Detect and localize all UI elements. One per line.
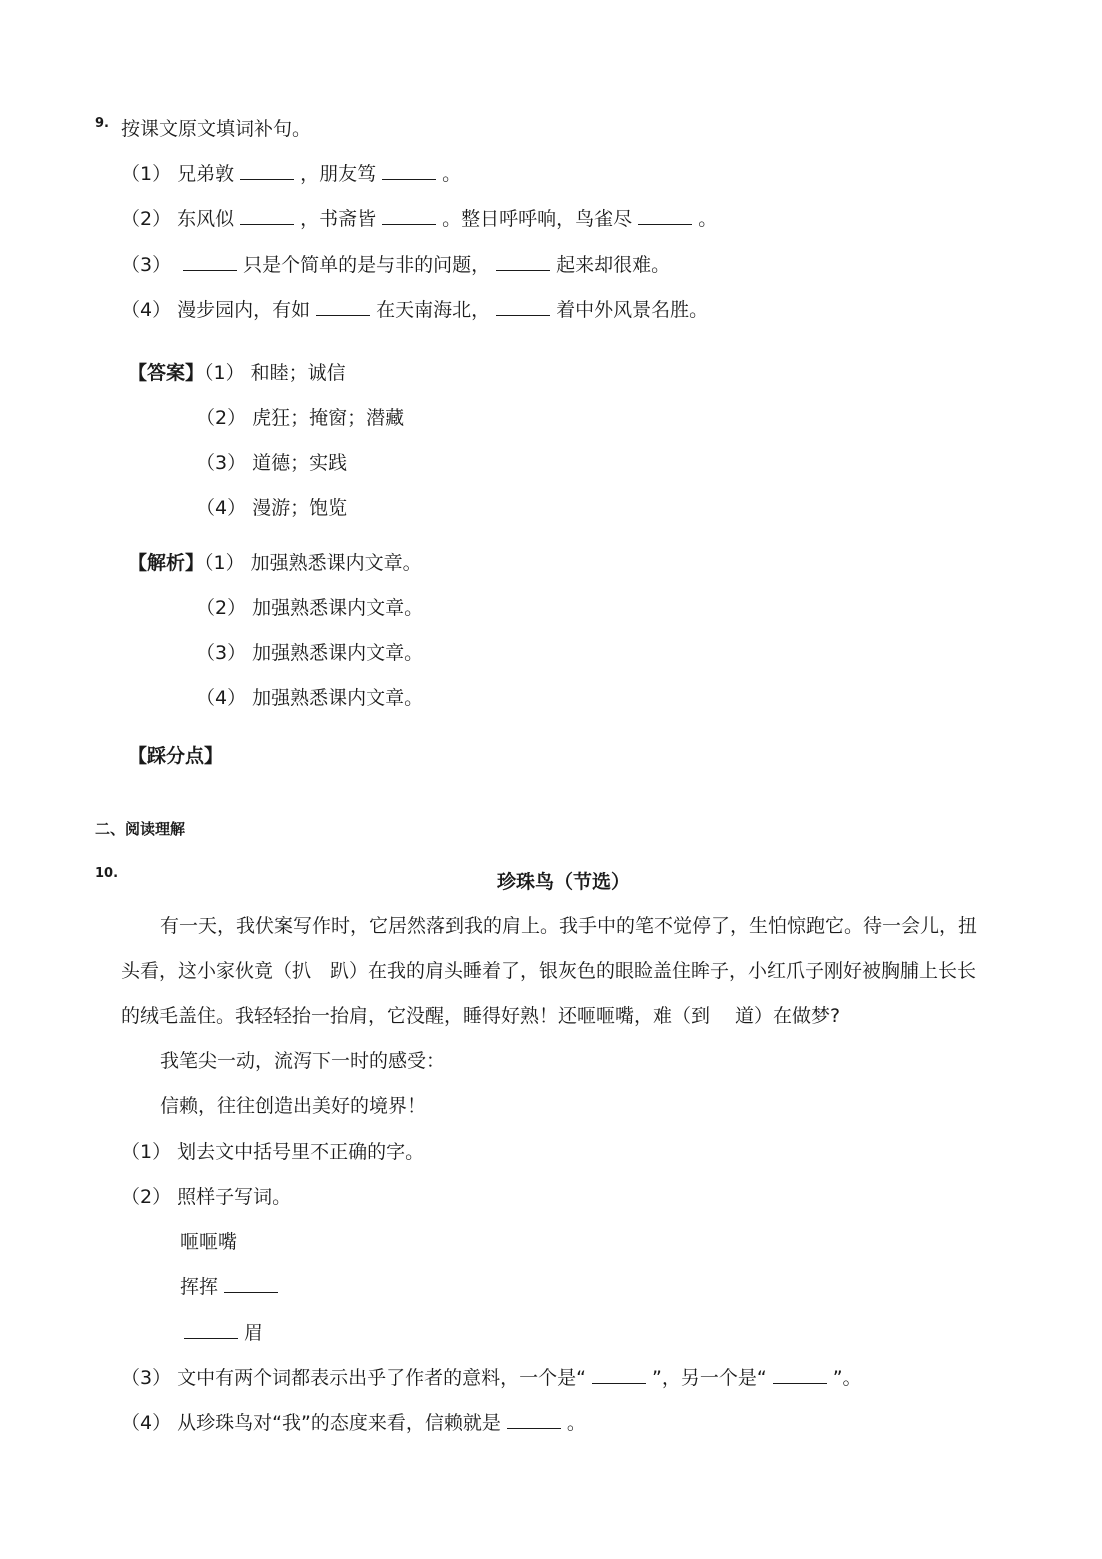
item-index: （2） xyxy=(121,208,172,230)
blank-field[interactable] xyxy=(240,161,294,180)
blank-field[interactable] xyxy=(496,297,550,316)
item-text: 着中外风景名胜。 xyxy=(556,299,709,321)
analysis-row-4 xyxy=(196,685,423,711)
passage-line: 头看，这小家伙竟（扒 趴）在我的肩头睡着了，银灰色的眼睑盖住眸子，小红爪子刚好被胸脯上长长 xyxy=(121,960,977,982)
item-text: 。 xyxy=(698,208,718,230)
item-text: 在天南海北， xyxy=(376,299,491,321)
blank-field[interactable] xyxy=(496,252,550,271)
item-text: 东风似 xyxy=(177,208,235,230)
item-text: 兄弟敦 xyxy=(177,163,235,185)
item-index: （4） xyxy=(121,299,172,321)
passage-line: 的绒毛盖住。我轻轻抬一抬肩，它没醒，睡得好熟！还咂咂嘴，难（到 道）在做梦? xyxy=(121,1005,841,1027)
answer-index: （4） xyxy=(196,497,247,519)
fill-item-2 xyxy=(121,206,717,232)
analysis-text: 加强熟悉课内文章。 xyxy=(250,552,422,574)
word-text: 眉 xyxy=(244,1322,264,1344)
question-number: 9. xyxy=(95,116,109,131)
answer-row-3 xyxy=(196,450,347,476)
fill-item-4 xyxy=(121,297,708,323)
answer-label: 【答案】 xyxy=(128,362,205,384)
sub-text: ”。 xyxy=(832,1367,862,1389)
item-text: 只是个简单的是与非的问题， xyxy=(243,254,491,276)
blank-field[interactable] xyxy=(382,161,436,180)
analysis-row-2 xyxy=(196,595,423,621)
sub-text: 照样子写词。 xyxy=(177,1186,292,1208)
blank-field[interactable] xyxy=(240,206,294,225)
sub-question-3 xyxy=(121,1365,862,1391)
blank-field[interactable] xyxy=(316,297,370,316)
item-text: ，朋友笃 xyxy=(300,163,377,185)
answer-text: 和睦；诚信 xyxy=(250,362,346,384)
item-text: 。 xyxy=(442,163,462,185)
sub-text: 。 xyxy=(566,1412,586,1434)
answer-text: 漫游；饱览 xyxy=(252,497,348,519)
passage-line: 我笔尖一动，流泻下一时的感受： xyxy=(160,1050,446,1072)
item-text: 起来却很难。 xyxy=(556,254,671,276)
analysis-index: （2） xyxy=(196,597,247,619)
answer-index: （3） xyxy=(196,452,247,474)
analysis-row-3 xyxy=(196,640,423,666)
sub-text: 划去文中括号里不正确的字。 xyxy=(177,1141,425,1163)
item-index: （1） xyxy=(121,163,172,185)
item-index: （3） xyxy=(121,254,172,276)
answer-index: （2） xyxy=(196,407,247,429)
analysis-index: （1） xyxy=(204,552,245,574)
sub-question-2 xyxy=(121,1184,291,1210)
blank-field[interactable] xyxy=(224,1274,278,1293)
sub-index: （1） xyxy=(121,1141,172,1163)
answer-index: （1） xyxy=(204,362,245,384)
fill-item-3 xyxy=(121,252,670,278)
item-text: 漫步园内，有如 xyxy=(177,299,311,321)
analysis-text: 加强熟悉课内文章。 xyxy=(252,597,424,619)
question-number: 10. xyxy=(95,866,119,881)
blank-field[interactable] xyxy=(382,206,436,225)
sub-index: （4） xyxy=(121,1412,172,1434)
sub-index: （2） xyxy=(121,1186,172,1208)
item-text: ，书斋皆 xyxy=(300,208,377,230)
sub-text: 从珍珠鸟对“我”的态度来看，信赖就是 xyxy=(177,1412,501,1434)
blank-field[interactable] xyxy=(592,1365,646,1384)
answer-text: 虎狂；掩窗；潜藏 xyxy=(252,407,405,429)
word-fill-1 xyxy=(180,1274,284,1300)
analysis-label: 【解析】 xyxy=(128,552,205,574)
analysis-index: （3） xyxy=(196,642,247,664)
question-prompt: 按课文原文填词补句。 xyxy=(121,118,312,140)
blank-field[interactable] xyxy=(507,1410,561,1429)
sub-text: 文中有两个词都表示出乎了作者的意料，一个是“ xyxy=(177,1367,586,1389)
word-fill-2 xyxy=(178,1320,263,1346)
sub-index: （3） xyxy=(121,1367,172,1389)
example-word: 咂咂嘴 xyxy=(180,1231,238,1253)
analysis-text: 加强熟悉课内文章。 xyxy=(252,687,424,709)
item-text: 。整日呼呼响，鸟雀尽 xyxy=(442,208,633,230)
answer-row-2 xyxy=(196,405,404,431)
blank-field[interactable] xyxy=(638,206,692,225)
answer-row-1 xyxy=(128,360,346,386)
passage-title: 珍珠鸟（节选） xyxy=(497,871,631,893)
sub-question-4 xyxy=(121,1410,586,1436)
blank-field[interactable] xyxy=(183,252,237,271)
section-heading: 二、阅读理解 xyxy=(95,820,186,838)
blank-field[interactable] xyxy=(773,1365,827,1384)
analysis-row-1 xyxy=(128,550,422,576)
answer-text: 道德；实践 xyxy=(252,452,348,474)
passage-line: 有一天，我伏案写作时，它居然落到我的肩上。我手中的笔不觉停了，生怕惊跑它。待一会儿，扭 xyxy=(160,915,978,937)
answer-row-4 xyxy=(196,495,347,521)
word-text: 挥挥 xyxy=(180,1276,219,1298)
fill-item-1 xyxy=(121,161,461,187)
passage-line: 信赖，往往创造出美好的境界！ xyxy=(160,1095,427,1117)
sub-text: ”，另一个是“ xyxy=(652,1367,767,1389)
sub-question-1 xyxy=(121,1139,424,1165)
analysis-index: （4） xyxy=(196,687,247,709)
blank-field[interactable] xyxy=(184,1320,238,1339)
points-label: 【踩分点】 xyxy=(128,745,224,767)
analysis-text: 加强熟悉课内文章。 xyxy=(252,642,424,664)
